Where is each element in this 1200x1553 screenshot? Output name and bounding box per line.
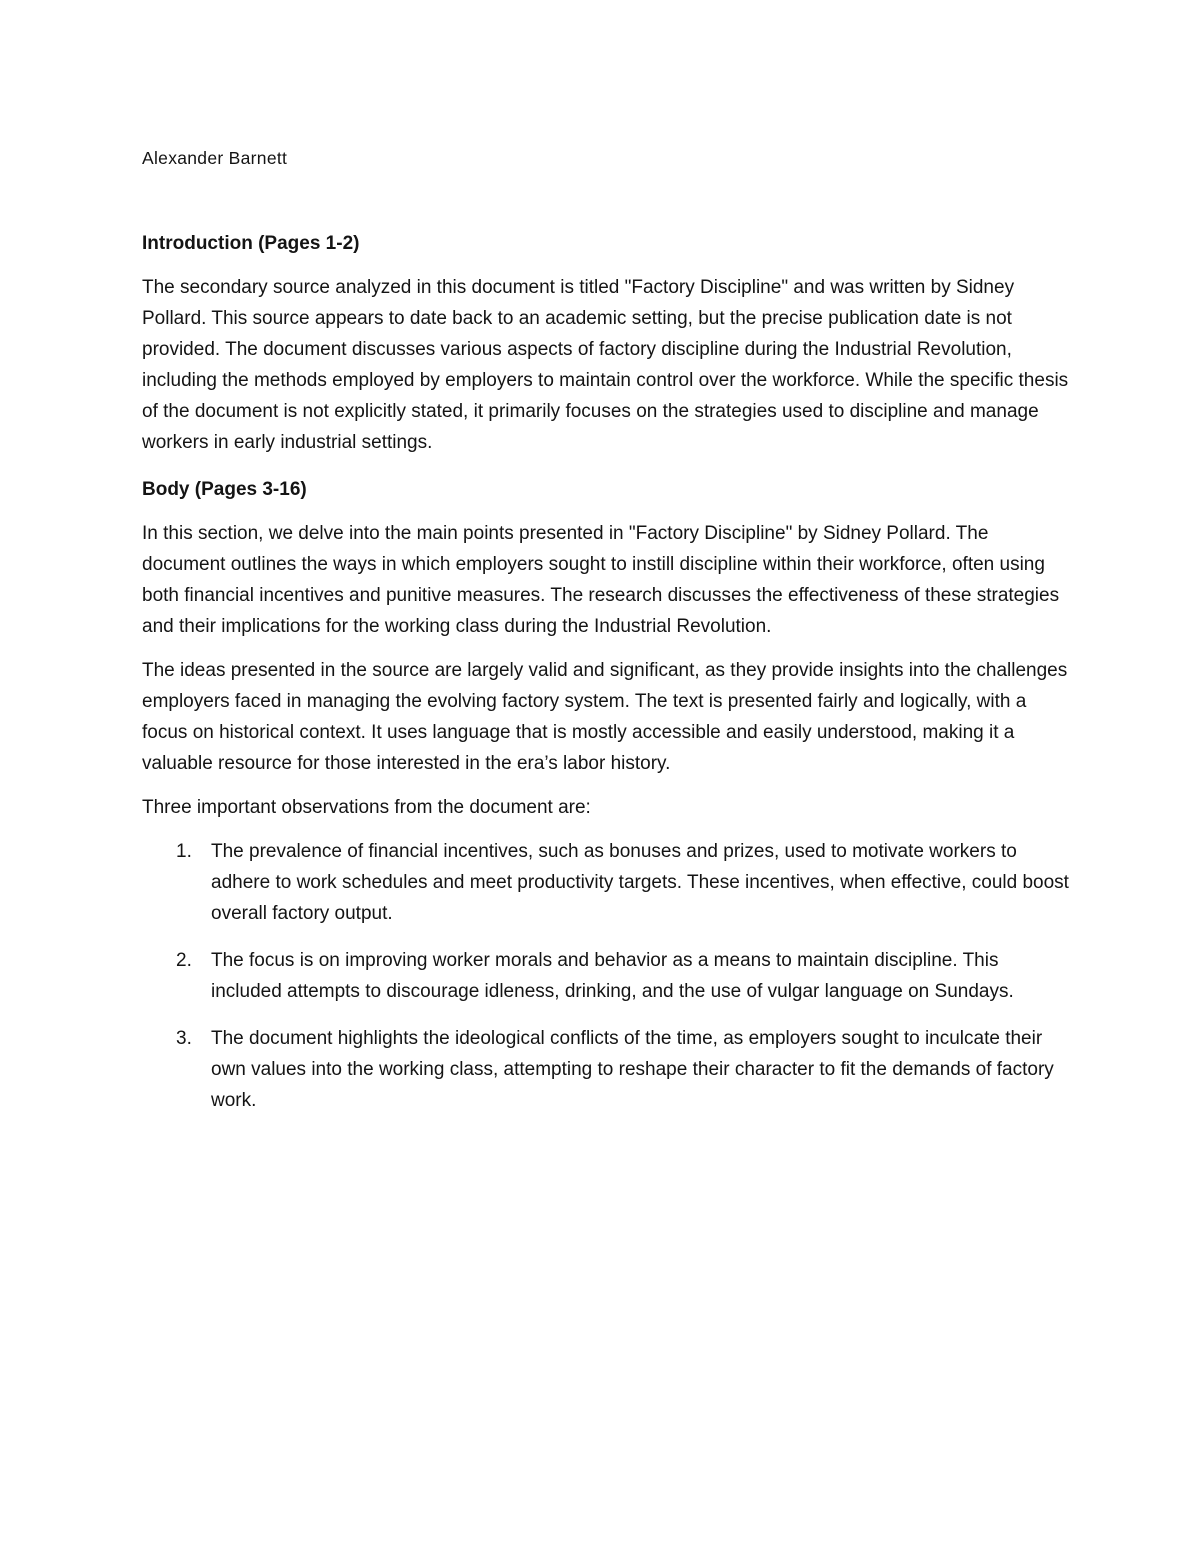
body-heading: Body (Pages 3-16) xyxy=(142,479,307,500)
list-item-number: 2. xyxy=(176,950,192,971)
author-name: Alexander Barnett xyxy=(142,148,288,168)
list-item xyxy=(142,945,1072,1007)
intro-paragraph: The secondary source analyzed in this document is titled "Factory Discipline" and was written by Sidney Pollard. This source appears to date back to an academic setting, but the precise publication date is not provided. The document discusses various aspects of factory discipline during the Industrial Revolution, including the methods employed by employers to maintain control over the workforce. While the specific thesis of the document is not explicitly stated, it primarily focuses on the strategies used to discipline and manage workers in early industrial settings. xyxy=(142,277,1069,453)
document-content xyxy=(142,143,1072,1132)
observations-list xyxy=(142,836,1072,1116)
observations-intro: Three important observations from the document are: xyxy=(142,797,591,818)
list-item-text: The document highlights the ideological conflicts of the time, as employers sought to inculcate their own values into the working class, attempting to reshape their character to fit the demands of factory work. xyxy=(211,1028,1054,1111)
list-item-number: 3. xyxy=(176,1028,192,1049)
list-item xyxy=(142,1023,1072,1116)
list-item-text: The prevalence of financial incentives, such as bonuses and prizes, used to motivate workers to adhere to work schedules and meet productivity targets. These incentives, when effective, could boost overall factory output. xyxy=(211,841,1069,924)
list-item xyxy=(142,836,1072,929)
body-paragraph-1: In this section, we delve into the main points presented in "Factory Discipline" by Sidney Pollard. The document outlines the ways in which employers sought to instill discipline within their workforce, often using both financial incentives and punitive measures. The research discusses the effectiveness of these strategies and their implications for the working class during the Industrial Revolution. xyxy=(142,523,1060,637)
list-item-text: The focus is on improving worker morals and behavior as a means to maintain discipline. This included attempts to discourage idleness, drinking, and the use of vulgar language on Sundays. xyxy=(211,950,1014,1002)
list-item-number: 1. xyxy=(176,841,192,862)
body-paragraph-2: The ideas presented in the source are largely valid and significant, as they provide insights into the challenges employers faced in managing the evolving factory system. The text is presented fairly and logically, with a focus on historical context. It uses language that is mostly accessible and easily understood, making it a valuable resource for those interested in the era’s labor history. xyxy=(142,660,1068,774)
intro-heading: Introduction (Pages 1-2) xyxy=(142,233,360,254)
